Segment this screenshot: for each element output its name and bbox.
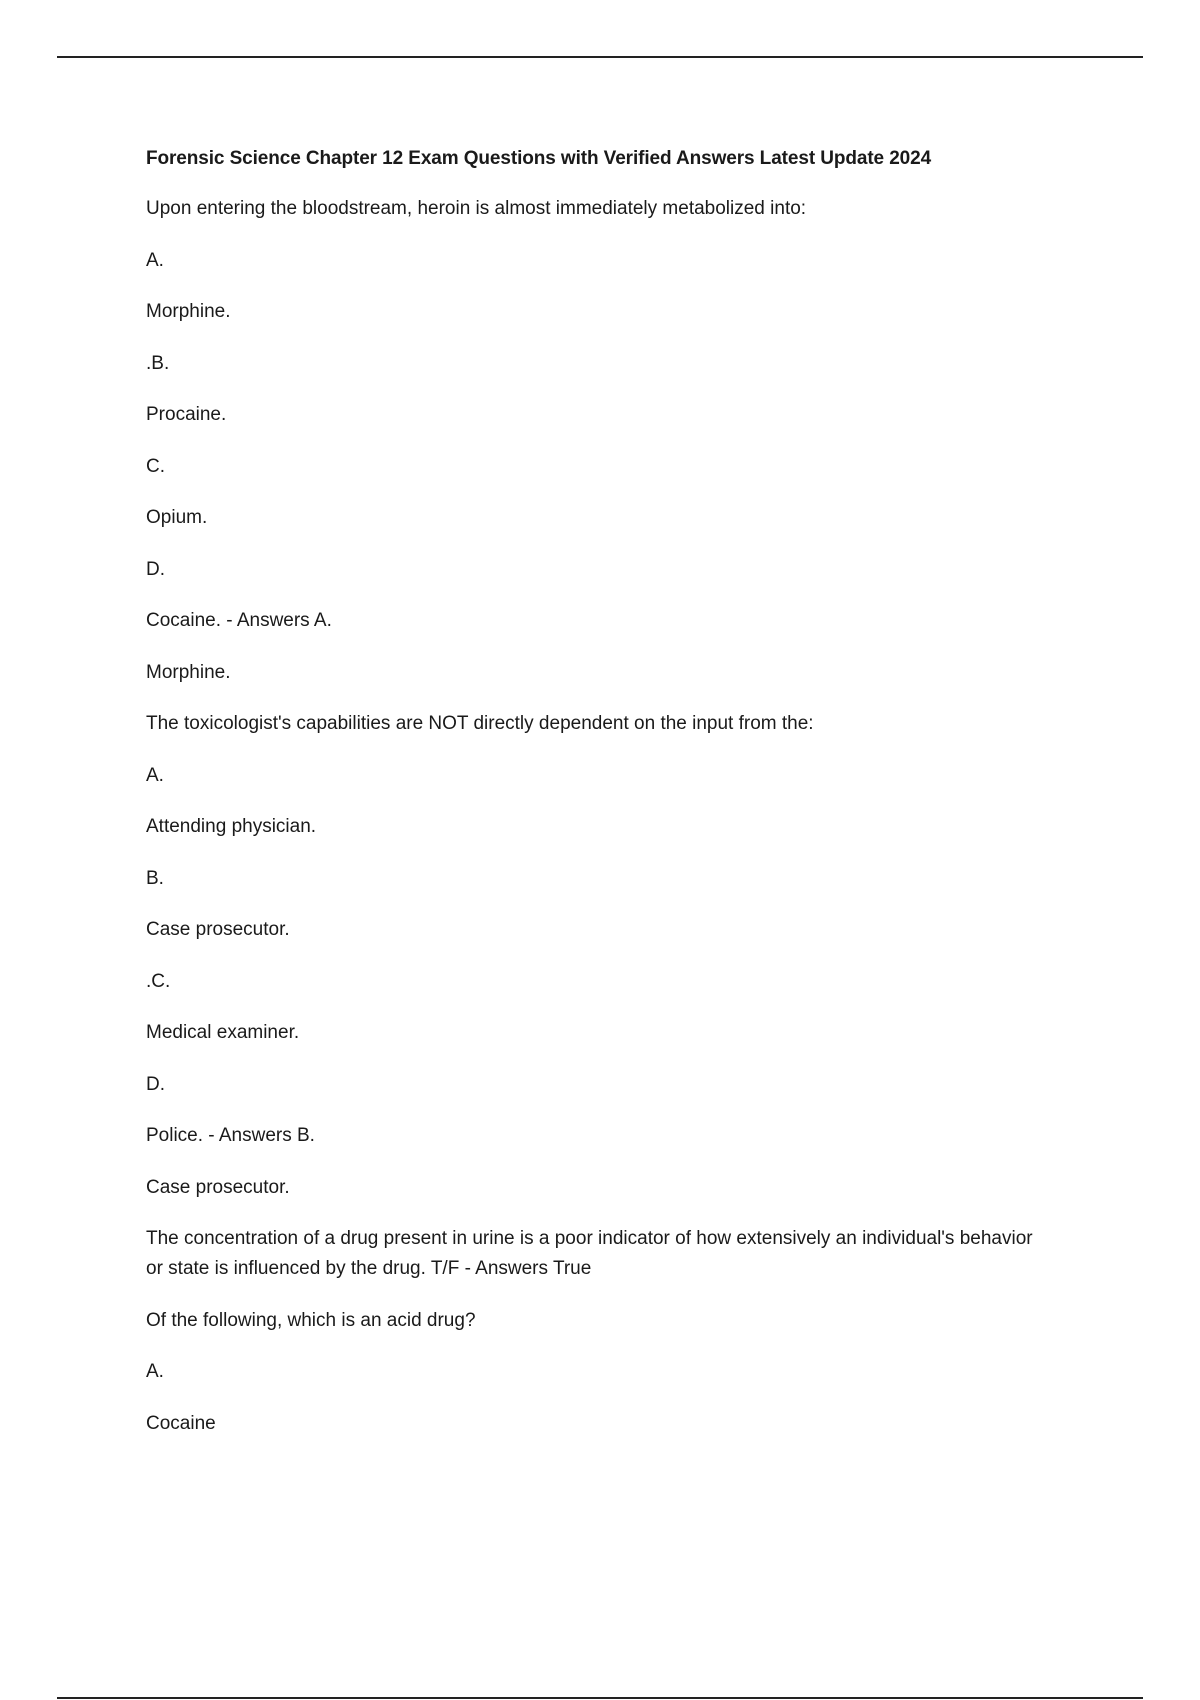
- option-answer-text: Cocaine. - Answers A.: [146, 610, 332, 631]
- option-label: B.: [146, 867, 164, 889]
- option-label: .B.: [146, 352, 170, 374]
- option-label: .C.: [146, 970, 171, 992]
- option-label: A.: [146, 249, 164, 271]
- option-answer-text: Police. - Answers B.: [146, 1125, 315, 1146]
- document-body: [146, 145, 1046, 1460]
- question-4-text: Of the following, which is an acid drug?: [146, 1309, 476, 1331]
- option-label: A.: [146, 1361, 164, 1382]
- option-label: D.: [146, 558, 165, 580]
- question-1-text: Upon entering the bloodstream, heroin is almost immediately metabolized into:: [146, 198, 807, 219]
- option-text: Attending physician.: [146, 816, 317, 837]
- option-text: Case prosecutor.: [146, 919, 290, 940]
- answer-text: Morphine.: [146, 661, 231, 683]
- answer-text: Case prosecutor.: [146, 1176, 290, 1198]
- option-text: Medical examiner.: [146, 1022, 300, 1043]
- option-text: Cocaine: [146, 1412, 216, 1434]
- bottom-rule: [57, 1697, 1143, 1699]
- document-title: Forensic Science Chapter 12 Exam Questions with Verified Answers Latest Update 2024: [146, 148, 932, 169]
- option-text: Morphine.: [146, 301, 231, 322]
- top-rule: [57, 56, 1143, 58]
- option-text: Procaine.: [146, 404, 227, 425]
- option-label: C.: [146, 455, 165, 477]
- option-label: A.: [146, 764, 164, 786]
- option-text: Opium.: [146, 507, 208, 528]
- question-3-text: The concentration of a drug present in urine is a poor indicator of how extensively an individual's behavior or state is influenced by the drug. T/F - Answers True: [146, 1228, 1038, 1279]
- option-label: D.: [146, 1073, 165, 1095]
- question-2-text: The toxicologist's capabilities are NOT directly dependent on the input from the:: [146, 713, 814, 734]
